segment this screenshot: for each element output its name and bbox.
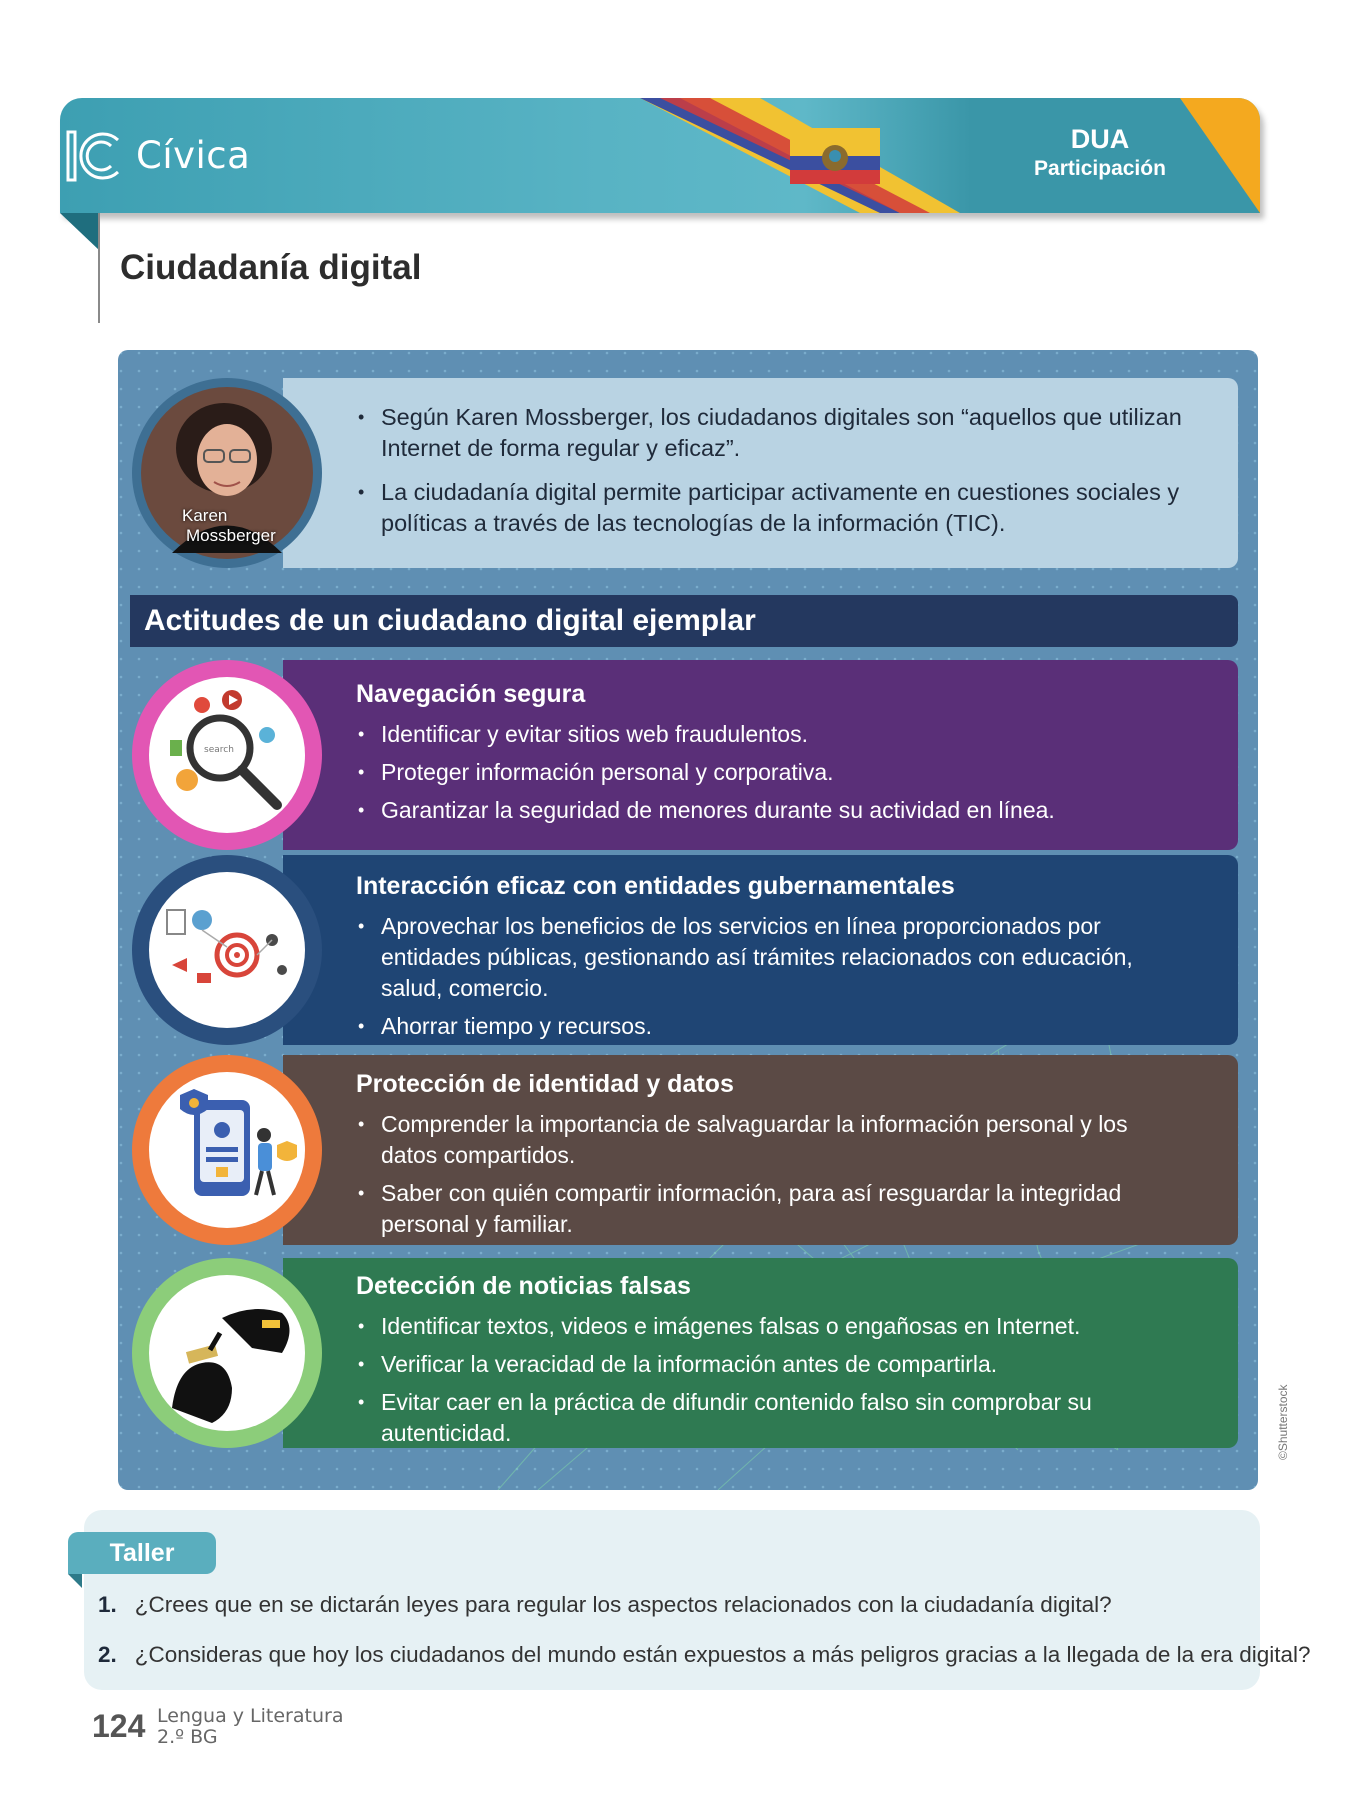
fake-news-bullet: • Identificar textos, videos e imágenes falsas o engañosas en Internet.: [356, 1311, 1186, 1342]
infographic-panel: [118, 350, 1258, 1490]
banner-fold: [60, 213, 100, 251]
chapter-title: Cívica: [136, 134, 251, 177]
dua-title: DUA: [1070, 124, 1130, 154]
chapter-banner: [60, 98, 1260, 213]
safe-browsing-text: [356, 680, 1186, 833]
taller-question: [98, 1592, 1112, 1618]
question-number: 2.: [98, 1642, 117, 1667]
taller-question: [98, 1642, 1311, 1668]
government-title: Interacción eficaz con entidades gubernamentales: [356, 872, 955, 900]
target-network-icon: [132, 855, 322, 1045]
taller-tab-fold: [68, 1574, 82, 1588]
section-side-line: [98, 213, 100, 323]
intro-bullet: • Según Karen Mossberger, los ciudadanos digitales son “aquellos que utilizan Internet de forma regular y eficaz”.: [356, 402, 1186, 464]
magnifier-search-icon: [132, 660, 322, 850]
identity-illustration: [132, 1055, 322, 1245]
phone-lock-icon: [132, 1055, 322, 1245]
safe-browsing-bullet: • Identificar y evitar sitios web fraudulentos.: [356, 719, 1186, 750]
safe-browsing-title: Navegación segura: [356, 680, 586, 708]
taller-label: Taller: [68, 1532, 216, 1574]
fake-news-illustration: [132, 1258, 322, 1448]
government-illustration: [132, 855, 322, 1045]
fake-news-hand-icon: [132, 1258, 322, 1448]
svg-text:search: search: [204, 745, 234, 755]
photo-caption-last: Mossberger: [186, 526, 276, 545]
identity-bullet: • Comprender la importancia de salvaguardar la información personal y los datos compartidos.: [356, 1109, 1186, 1171]
intro-text: [356, 402, 1186, 552]
government-bullet: • Ahorrar tiempo y recursos.: [356, 1011, 1186, 1042]
safe-browsing-illustration: [132, 660, 322, 850]
identity-text: [356, 1070, 1186, 1247]
identity-bullet: • Saber con quién compartir información, para así resguardar la integridad personal y familiar.: [356, 1178, 1186, 1240]
intro-bullet: • La ciudadanía digital permite participar activamente en cuestiones sociales y políticas a través de las tecnologías de la información (TIC).: [356, 477, 1186, 539]
question-text: ¿Crees que en se dictarán leyes para regular los aspectos relacionados con la ciudadanía digital?: [134, 1592, 1112, 1617]
book-grade: 2.º BG: [157, 1726, 218, 1748]
image-credit: ©Shutterstock: [1276, 1384, 1290, 1460]
safe-browsing-bullet: • Proteger información personal y corporativa.: [356, 757, 1186, 788]
karen-mossberger-photo: [132, 378, 322, 568]
book-subject: Lengua y Literatura: [157, 1705, 344, 1727]
fake-news-bullet: • Evitar caer en la práctica de difundir contenido falso sin comprobar su autenticidad.: [356, 1387, 1186, 1449]
book-info: [157, 1706, 343, 1748]
question-text: ¿Consideras que hoy los ciudadanos del mundo están expuestos a más peligros gracias a la llegada de la era digital?: [134, 1642, 1311, 1667]
identity-title: Protección de identidad y datos: [356, 1070, 734, 1098]
safe-browsing-bullet: • Garantizar la seguridad de menores durante su actividad en línea.: [356, 795, 1186, 826]
fake-news-title: Detección de noticias falsas: [356, 1272, 691, 1300]
photo-caption-first: Karen: [182, 506, 228, 525]
dua-subtitle: Participación: [1034, 157, 1166, 180]
page-number: 124: [92, 1708, 146, 1744]
fake-news-bullet: • Verificar la veracidad de la información antes de compartirla.: [356, 1349, 1186, 1380]
attitudes-heading: Actitudes de un ciudadano digital ejemplar: [130, 595, 1238, 647]
dua-badge: [1000, 124, 1200, 181]
fake-news-text: [356, 1272, 1186, 1456]
government-bullet: • Aprovechar los beneficios de los servicios en línea proporcionados por entidades públicas, gestionando así trámites relacionados con educación, salud, comercio.: [356, 911, 1186, 1004]
civica-logo-icon: [64, 128, 124, 184]
question-number: 1.: [98, 1592, 117, 1617]
government-text: [356, 872, 1186, 1049]
section-title: Ciudadanía digital: [120, 248, 422, 287]
